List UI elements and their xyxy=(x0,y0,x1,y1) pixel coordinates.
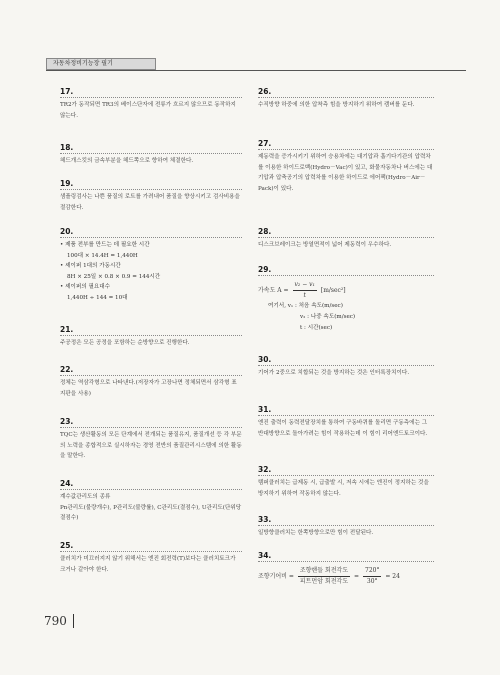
formula-unit: [m/sec²] xyxy=(320,287,346,294)
page-number: 790 xyxy=(44,614,67,628)
formula-fraction xyxy=(363,566,381,587)
answer-item xyxy=(258,464,434,499)
answer-number: 29. xyxy=(258,264,434,276)
answer-number: 22. xyxy=(60,364,242,376)
answer-text: 클러치가 미끄러지지 않기 위해서는 엔진 회전력(T)보다는 클러치토크가 크거나 같아야 한다. xyxy=(60,556,236,573)
calc-step: 8H × 25일 × 0.8 × 0.9 = 144시간 xyxy=(67,273,161,280)
answer-item xyxy=(258,404,434,439)
answer-number: 32. xyxy=(258,464,434,476)
answer-item xyxy=(258,264,434,334)
answer-number: 26. xyxy=(258,86,434,98)
answer-text: 템퍼클러치는 급제동 시, 급출발 시, 저속 시에는 엔진이 정지하는 것을 방지하기 위하여 작동하지 않는다. xyxy=(258,480,429,497)
answer-item xyxy=(258,226,434,251)
answer-number: 17. xyxy=(60,86,242,98)
answer-item xyxy=(258,138,434,194)
calc-step: 1,440H ÷ 144 = 10대 xyxy=(67,294,128,301)
answer-text: 기어가 2중으로 치합되는 것을 방지하는 것은 인터록장치이다. xyxy=(258,370,410,376)
answer-number: 28. xyxy=(258,226,434,238)
answer-item xyxy=(60,364,242,399)
formula-lhs: 가속도 A = xyxy=(258,287,289,294)
variable-definition: v₂ : 나중 속도(m/sec) xyxy=(300,314,356,320)
formula-denominator: t xyxy=(303,292,306,299)
book-title: 자동차정비기능장 필기 xyxy=(46,58,156,70)
answer-number: 33. xyxy=(258,514,434,526)
formula-lhs: 조향기어비 = xyxy=(258,573,294,580)
answer-item xyxy=(60,142,242,167)
answer-number: 30. xyxy=(258,354,434,366)
answer-item xyxy=(60,178,242,213)
formula-denominator: 30° xyxy=(366,578,378,585)
page-number-rule xyxy=(73,614,74,628)
answer-text: TR2가 동작되면 TR3의 베이스단자에 전류가 흐르지 않으므로 동작하지 않는다. xyxy=(60,102,236,119)
answer-text: 일방향클러치는 한쪽방향으로만 힘이 전달된다. xyxy=(258,530,374,536)
running-header xyxy=(46,58,466,71)
answer-text: TQC는 생산활동의 모든 단계에서 전개되는 품질유지, 품질개선 등 각 부문의 노력을 종합적으로 실시하자는 경영 전반의 품질관리시스템에 의한 활동을 말한다. xyxy=(60,432,242,459)
acceleration-formula xyxy=(258,280,434,301)
answer-number: 20. xyxy=(60,226,242,238)
answer-item xyxy=(60,86,242,121)
formula-numerator: 720° xyxy=(363,566,381,577)
answer-item xyxy=(60,540,242,575)
steering-ratio-formula xyxy=(258,566,434,587)
answer-text: 주공정은 모든 공정을 포함하는 순방향으로 진행한다. xyxy=(60,340,190,346)
answer-number: 19. xyxy=(60,178,242,190)
answer-item xyxy=(60,416,242,462)
answer-number: 18. xyxy=(60,142,242,154)
answer-text: 디스크브레이크는 방열면적이 넓어 제동력이 우수하다. xyxy=(258,242,392,248)
answer-item xyxy=(258,550,434,587)
answer-text: 제동력을 증가시키기 위하여 승용차에는 대기압과 흡기다기관의 압력차를 이용한 하이드로백(Hydro－Vac)이 있고, 화물자동차나 버스에는 대기압과 압축공기의 압력차를 이용한 하이드로 에어팩(Hydro－Air－Pack)이 있다. xyxy=(258,154,433,192)
formula-fraction xyxy=(298,566,350,587)
formula-equals: = xyxy=(354,573,360,580)
calc-list xyxy=(60,240,242,303)
answer-number: 21. xyxy=(60,324,242,336)
answer-text: 엔진 출력이 동력전달장치를 통하여 구동바퀴를 돌리면 구동측에는 그 반대방향으로 돌아가려는 힘이 작용하는데 이 힘이 리어엔드토크이다. xyxy=(258,420,428,437)
answer-subheading: 계수값관리도의 종류 xyxy=(60,494,111,500)
answer-item xyxy=(60,324,242,349)
answer-number: 23. xyxy=(60,416,242,428)
answer-item xyxy=(60,226,242,303)
answer-item xyxy=(258,514,434,539)
formula-numerator: v₂ − v₁ xyxy=(293,280,317,291)
calc-bullet: • 제품 전부를 만드는 데 필요한 시간 xyxy=(60,242,150,248)
answer-text: 헤드개스킷의 금속부분을 헤드쪽으로 향하여 체결한다. xyxy=(60,158,194,164)
answer-text: 샘플링검사는 나쁜 품질의 로트를 가려내어 품질을 향상시키고 검사비용을 절감한다. xyxy=(60,194,240,211)
calc-step: 100대 × 14.4H = 1,440H xyxy=(67,252,138,259)
answer-text: 수직방향 하중에 의한 압착측 힘을 방지하기 위하여 캠버를 둔다. xyxy=(258,102,415,108)
formula-denominator: 피트먼암 회전각도 xyxy=(299,578,349,585)
formula-numerator: 조향핸들 회전각도 xyxy=(298,566,350,577)
calc-bullet: • 셰이퍼 1대의 가동시간 xyxy=(60,263,121,269)
answer-item xyxy=(258,354,434,379)
answer-number: 25. xyxy=(60,540,242,552)
answer-text: 정체는 역삼각형으로 나타낸다.(저장자가 고장나면 정체되면서 삼각형 표지판을 사용) xyxy=(60,380,237,397)
formula-result: = 24 xyxy=(385,573,400,580)
variable-definition: t : 시간(sec) xyxy=(300,325,333,331)
answer-item xyxy=(60,478,242,524)
variable-definition: 여기서, v₁ : 처음 속도(m/sec) xyxy=(268,303,343,309)
answer-number: 34. xyxy=(258,550,434,562)
formula-fraction xyxy=(293,280,317,301)
answer-item xyxy=(258,86,434,111)
calc-bullet: • 셰이퍼의 필요대수 xyxy=(60,284,111,290)
answer-number: 24. xyxy=(60,478,242,490)
answer-text: Pn관리도(불량개수), P관리도(불량률), C관리도(결점수), U관리도(단위당 결점수) xyxy=(60,504,242,521)
answer-number: 27. xyxy=(258,138,434,150)
answer-number: 31. xyxy=(258,404,434,416)
